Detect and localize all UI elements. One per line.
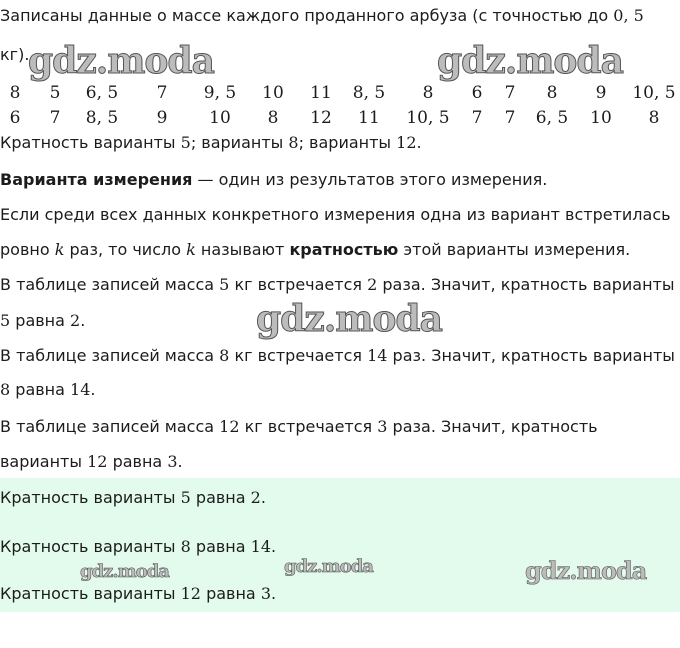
answer-text: . (271, 584, 277, 603)
answer-value: 8 (180, 537, 191, 556)
data-row-2 (0, 108, 680, 132)
statement-text: . (90, 380, 96, 399)
math-k: k (186, 240, 196, 259)
data-cell: 6, 5 (535, 108, 569, 128)
watermark: gdz.moda (28, 40, 214, 82)
data-cell: 7 (504, 83, 516, 103)
data-cell: 7 (504, 108, 516, 128)
task-value: 12 (396, 133, 417, 152)
statement-8-line-2 (0, 380, 95, 399)
answer-text: равна (195, 488, 246, 507)
data-cell: 11 (310, 83, 332, 103)
intro-precision: 0, 5 (613, 6, 644, 25)
statement-value: 12 (219, 417, 240, 436)
answer-text: Кратность варианты (0, 584, 176, 603)
task-value: 8 (288, 133, 299, 152)
statement-5-line-2 (0, 311, 85, 330)
data-cell: 6, 5 (85, 83, 119, 103)
task-line (0, 133, 422, 152)
definition-multiplicity-1 (0, 205, 671, 224)
answer-text: . (260, 488, 266, 507)
term-multiplicity: кратностью (289, 240, 399, 259)
data-cell: 6 (9, 108, 21, 128)
watermark: gdz.moda (525, 556, 647, 585)
intro-text: Записаны данные о массе каждого проданного арбуза (с точностью до (0, 6, 609, 25)
answer-line-3 (0, 584, 276, 603)
statement-text: кг встречается (234, 346, 362, 365)
task-text: . (416, 133, 422, 152)
answer-box (0, 478, 680, 612)
definition-multiplicity-2 (0, 240, 630, 259)
data-cell: 10 (590, 108, 612, 128)
statement-text: равна (15, 380, 65, 399)
data-cell: 8 (9, 83, 21, 103)
statement-value: 14 (70, 380, 91, 399)
statement-5-line-1 (0, 275, 675, 294)
statement-value: 5 (0, 311, 11, 330)
watermark: gdz.moda (437, 40, 623, 82)
statement-text: варианты (0, 452, 83, 471)
intro-unit: кг). (0, 45, 30, 64)
statement-text: раза. Значит, кратность варианты (382, 275, 675, 294)
definition-text: — один из результатов этого измерения. (192, 170, 548, 189)
math-k: k (54, 240, 65, 259)
data-cell: 7 (49, 108, 61, 128)
statement-value: 8 (219, 346, 230, 365)
statement-value: 3 (167, 452, 178, 471)
definition-text: называют (200, 240, 285, 259)
answer-text: равна (195, 537, 246, 556)
intro-line-2 (0, 45, 29, 64)
watermark: gdz.moda (80, 561, 169, 582)
definition-text: Если среди всех данных конкретного измерения одна из вариант встретилась (0, 205, 671, 224)
answer-text: Кратность варианты (0, 488, 176, 507)
data-cell: 8 (648, 108, 660, 128)
task-text: ; варианты (298, 133, 392, 152)
data-cell: 12 (310, 108, 332, 128)
data-cell: 6 (471, 83, 483, 103)
statement-text: . (177, 452, 183, 471)
statement-text: равна (112, 452, 163, 471)
statement-text: . (80, 311, 86, 330)
definition-text: этой варианты измерения. (403, 240, 631, 259)
data-cell: 10, 5 (632, 83, 676, 103)
data-cell: 8 (546, 83, 558, 103)
data-cell: 10 (262, 83, 284, 103)
definition-text: раз, то число (69, 240, 182, 259)
statement-value: 2 (367, 275, 378, 294)
statement-value: 3 (377, 417, 388, 436)
answer-value: 2 (250, 488, 261, 507)
data-cell: 5 (49, 83, 61, 103)
statement-text: кг встречается (244, 417, 373, 436)
statement-value: 8 (0, 380, 11, 399)
statement-text: кг встречается (234, 275, 362, 294)
statement-text: В таблице записей масса (0, 275, 215, 294)
intro-line-1 (0, 6, 644, 25)
answer-line-2 (0, 537, 276, 556)
data-cell: 8, 5 (85, 108, 119, 128)
statement-value: 5 (219, 275, 230, 294)
data-cell: 8, 5 (352, 83, 386, 103)
data-cell: 9 (156, 108, 168, 128)
data-cell: 7 (471, 108, 483, 128)
answer-value: 12 (180, 584, 201, 603)
definition-variant (0, 170, 547, 189)
data-cell: 8 (267, 108, 279, 128)
watermark: gdz.moda (284, 556, 373, 577)
answer-value: 5 (180, 488, 191, 507)
data-cell: 8 (422, 83, 434, 103)
statement-8-line-1 (0, 346, 675, 365)
data-cell: 10 (209, 108, 231, 128)
statement-text: раза. Значит, кратность (392, 417, 598, 436)
statement-text: раз. Значит, кратность варианты (392, 346, 675, 365)
watermark: gdz.moda (256, 298, 442, 340)
data-cell: 11 (358, 108, 380, 128)
data-cell: 9, 5 (203, 83, 237, 103)
answer-value: 14 (250, 537, 272, 556)
answer-line-1 (0, 488, 266, 507)
statement-text: В таблице записей масса (0, 346, 215, 365)
answer-text: Кратность варианты (0, 537, 176, 556)
answer-value: 3 (260, 584, 272, 603)
data-cell: 10, 5 (406, 108, 450, 128)
term-variant: Варианта измерения (0, 170, 193, 189)
task-text: Кратность варианты (0, 133, 176, 152)
data-cell: 9 (595, 83, 607, 103)
statement-text: равна (15, 311, 65, 330)
statement-value: 14 (367, 346, 388, 365)
answer-text: . (271, 537, 277, 556)
data-cell: 7 (156, 83, 168, 103)
answer-text: равна (206, 584, 256, 603)
statement-value: 2 (70, 311, 81, 330)
statement-12-line-2 (0, 452, 183, 471)
task-text: ; варианты (190, 133, 284, 152)
task-value: 5 (180, 133, 191, 152)
statement-value: 12 (87, 452, 108, 471)
statement-12-line-1 (0, 417, 598, 436)
statement-text: В таблице записей масса (0, 417, 215, 436)
data-row-1 (0, 83, 680, 107)
definition-text: ровно (0, 240, 50, 259)
